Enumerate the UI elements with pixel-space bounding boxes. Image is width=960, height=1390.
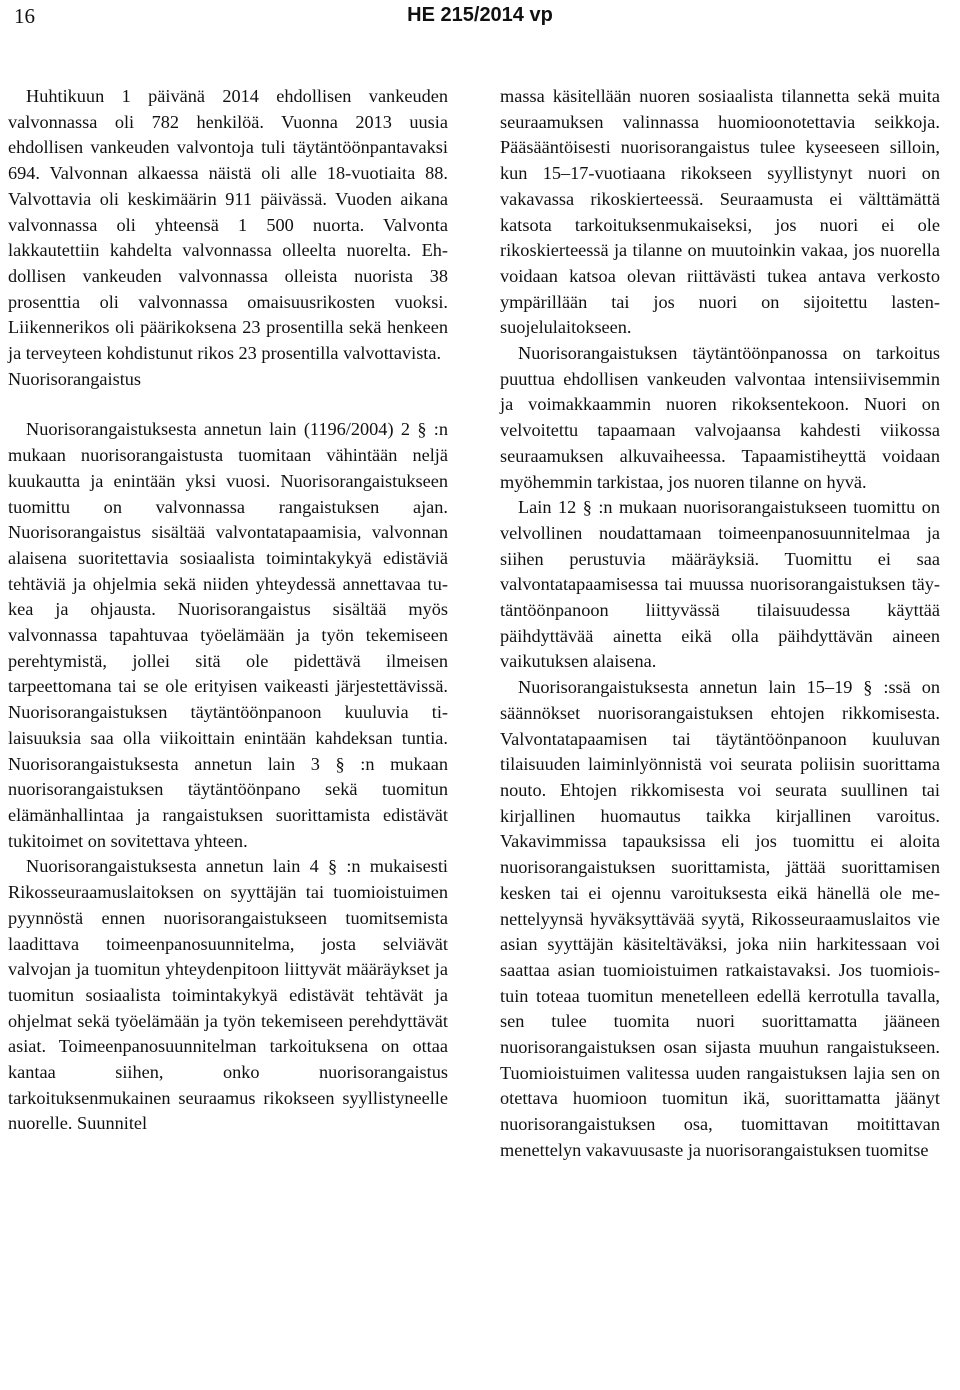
paragraph-continuation: massa käsitellään nuoren sosiaalista tilannetta sekä muita seuraamuksen valinnassa huomioonotettavia seikkoja. Pääsääntöisesti nuorisorangaistus tulee kyseeseen silloin, kun 15–17-vuotiaana rikokseen syyllistynyt nuori on vakavassa rikoskierteessä. Seuraamusta ei välttämättä katsota tarkoituksenmukaiseksi, jos nuori ei ole rikoskierteessä ja tilanne on muutoinkin vakaa, jos nuorella voidaan katsoa olevan riittävästi tukea antava verkosto ympärillään tai jos nuori on sijoitettu lastensuojelulaitokseen. <box>500 86 940 338</box>
left-column <box>8 84 448 1137</box>
section-heading: Nuorisorangaistus <box>8 368 142 389</box>
page-header <box>0 0 960 40</box>
right-column <box>500 84 940 1164</box>
paragraph-section-12: Lain 12 § :n mukaan nuorisorangaistukseen tuomittu on velvollinen noudattamaan toimeenpanosuunnitelmaa ja siihen perustuvia määräyksiä. Tuomittu ei saa valvontatapaamisessa tai muussa nuorisorangaistuksen täytäntöönpanoon liittyvässä tilaisuudessa käyttää päihdyttävää ainetta eikä olla päihdyttävän aineen vaikutuksen alaisena. <box>500 497 940 672</box>
paragraph-youth-sentence-law: Nuorisorangaistuksesta annetun lain (1196/2004) 2 § :n mukaan nuorisorangaistusta tuomitaan vähintään neljä kuukautta ja enintään yksi vuosi. Nuorisorangaistukseen tuomittu on valvonnassa rangaistuksen ajan. Nuorisorangaistus sisältää valvontatapaamisia, valvonnan alaisena suoritettavia sosiaalista toimintakykyä edistäviä tehtäviä ja ohjelmia sekä niiden yhteydessä annettavaa tukea ja ohjausta. Nuorisorangaistus sisältää myös valvonnassa tapahtuvaa työelämään ja työn tekemiseen perehtymistä, jollei sitä ole pidettävä ilmeisen tarpeettomana tai se ole erityisen vaikeasti järjestettävissä. Nuorisorangaistuksen täytäntöönpanoon kuuluvia tilaisuuksia saa olla viikoittain enintään kahdeksan tuntia. Nuorisorangaistuksesta annetun lain 3 § :n mukaan nuorisorangaistuksen täytäntöönpano sekä tuomitun elämänhallintaa ja rangaistuksen suorittamista edistävät tukitoimet on sovitettava yhteen. <box>8 419 448 851</box>
page-number: 16 <box>14 4 35 28</box>
paragraph-enforcement-purpose: Nuorisorangaistuksen täytäntöönpanossa on tarkoitus puuttua ehdollisen vankeuden valvontaa intensiivisemmin ja voimakkaammin nuoren rikoksentekoon. Nuori on velvoitettu tapaamaan valvojaansa kahdesti viikossa seuraamuksen alkuvaiheessa. Tapaamistiheyttä voidaan myöhemmin tarkistaa, jos nuoren tilanne on hyvä. <box>500 343 940 492</box>
paragraph-violations: Nuorisorangaistuksesta annetun lain 15–19 § :ssä on säännökset nuorisorangaistuksen ehtojen rikkomisesta. Valvontatapaamisen tai täytäntöönpanoon kuuluvan tilaisuuden laiminlyönnistä voi seurata poliisin suorittama nouto. Ehtojen rikkomisesta voi seurata suullinen tai kirjallinen huomautus taikka kirjallinen varoitus. Vakavimmissa tapauksissa eli jos tuomittu ei aloita nuorisorangaistuksen suorittamista, jättää suorittamisen kesken tai ei ojennu varoituksesta eikä hänellä ole menettelyynsä hyväksyttävää syytä, Rikosseuraamuslaitos vie asian syyttäjän käsiteltäväksi, joka niin harkitessaan voi saattaa asian tuomioistuimen ratkaistavaksi. Jos tuomioistuin toteaa tuomitun menetelleen edellä kerrotulla tavalla, sen tulee tuomita nuori suorittamatta jääneen nuorisorangaistuksen osan sijasta muuhun rangaistukseen. Tuomioistuimen valitessa uuden rangaistuksen lajia sen on otettava huomioon tuomitun ikä, suorittamatta jäänyt nuorisorangaistuksen osa, tuomittavan moitittavan menettelyn vakavuusaste ja nuorisorangaistuksen tuomitse <box>500 677 940 1160</box>
document-id: HE 215/2014 vp <box>407 4 553 26</box>
paragraph-statistics: Huhtikuun 1 päivänä 2014 ehdollisen vankeuden valvonnassa oli 782 henkilöä. Vuonna 2013 uusia ehdollisen vankeuden valvontoja tuli täytäntöönpantavaksi 694. Valvonnan alkaessa näistä oli alle 18-vuotiaita 88. Valvottavia oli keskimäärin 911 päivässä. Vuoden aikana valvonnassa oli yhteensä 1 500 nuorta. Valvonta lakkautettiin kahdelta valvonnassa olleelta nuorelta. Ehdollisen vankeuden valvonnassa olleista nuorista 38 prosenttia oli valvonnassa omaisuusrikosten vuoksi. Liikennerikos oli päärikoksena 23 prosentilla sekä henkeen ja terveyteen kohdistunut rikos 23 prosentilla valvottavista. <box>8 86 448 364</box>
paragraph-enforcement-plan: Nuorisorangaistuksesta annetun lain 4 § :n mukaisesti Rikosseuraamuslaitoksen on syyttäjän tai tuomioistuimen pyynnöstä ennen nuorisorangaistukseen tuomitsemista laadittava toimeenpanosuunnitelma, josta selviävät valvojan ja tuomitun yhteydenpitoon liittyvät määräykset ja tuomitun sosiaalista toimintakykyä edistävät tehtävät ja ohjelmat sekä työelämään ja työn tekemiseen perehdyttävät asiat. Toimeenpanosuunnitelman tarkoituksena on ottaa kantaa siihen, onko nuorisorangaistus tarkoituksenmukainen seuraamus rikokseen syyllistyneelle nuorelle. Suunnitel <box>8 856 448 1134</box>
